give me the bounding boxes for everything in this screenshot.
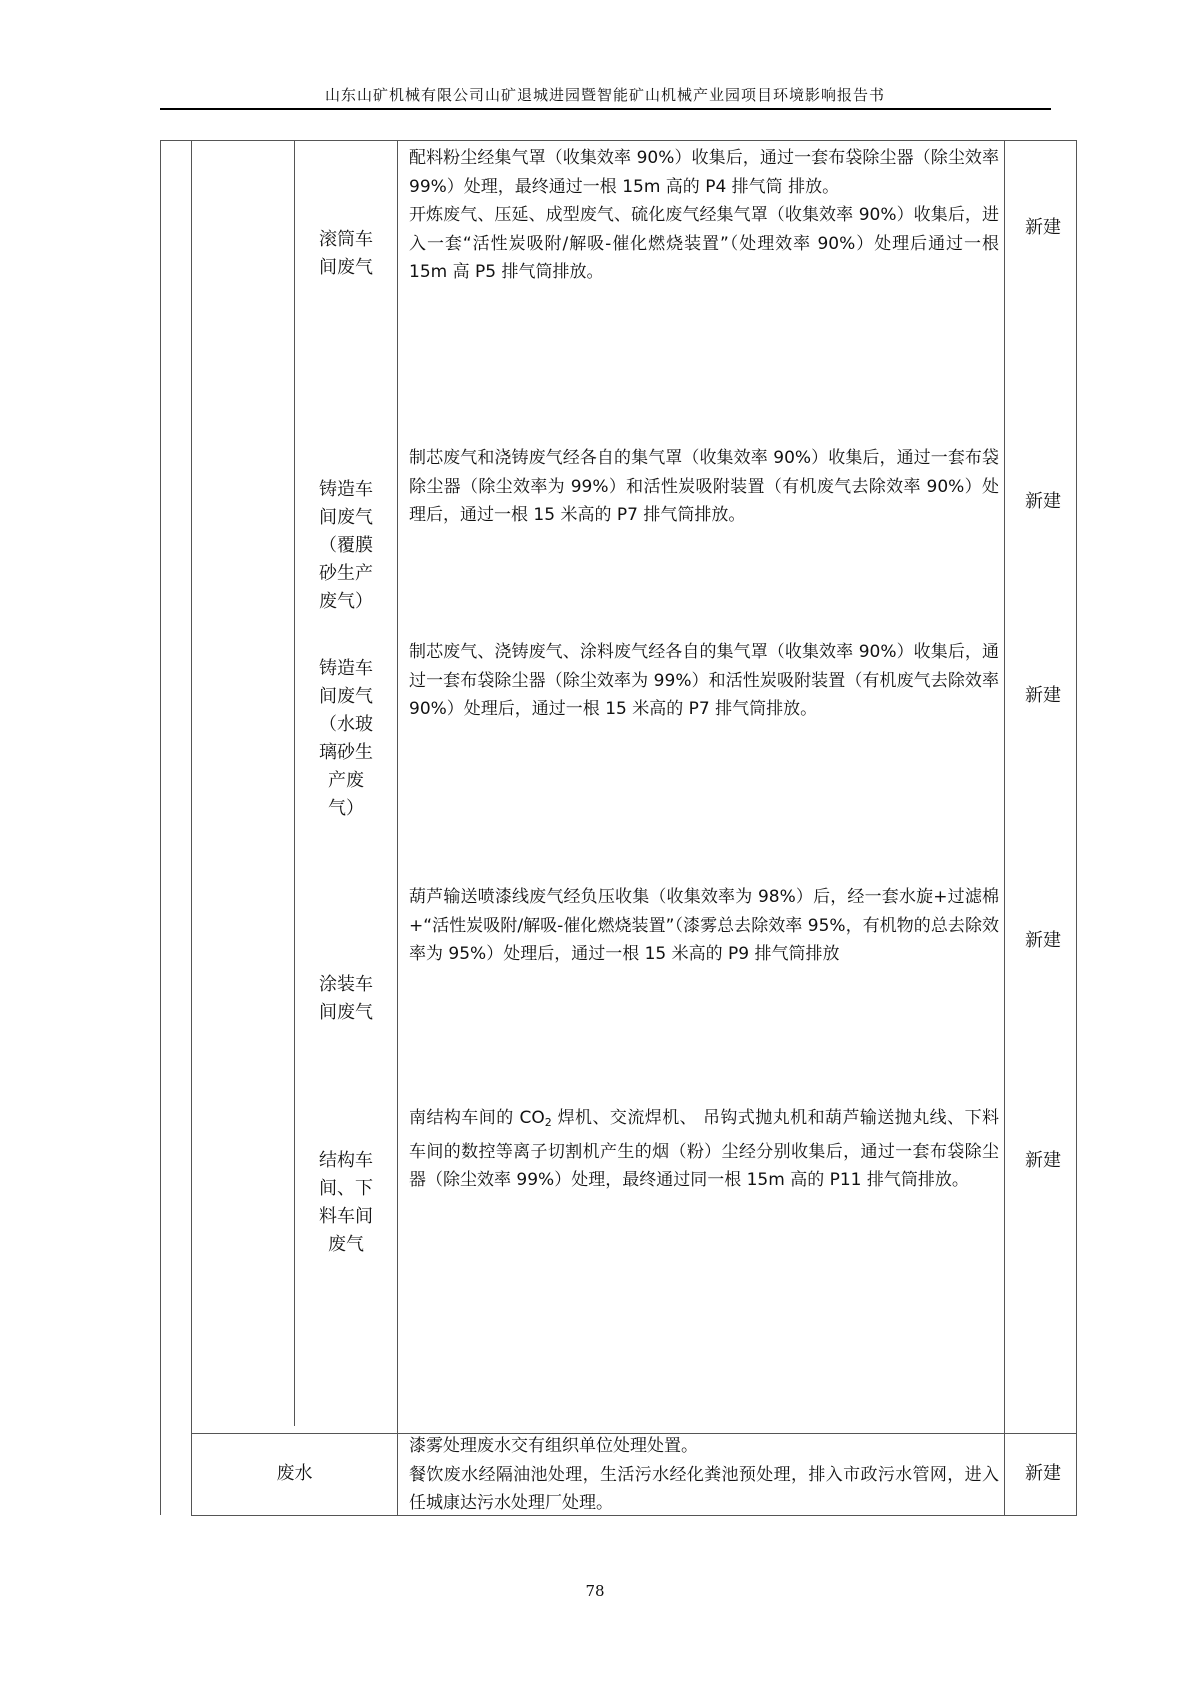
- table-cell-description: [409, 883, 999, 969]
- table-column-divider-2: [294, 140, 295, 1426]
- description-paragraph: [409, 1104, 999, 1195]
- description-paragraph: 制芯废气、浇铸废气、涂料废气经各自的集气罩（收集效率 90%）收集后，通过一套布袋除尘器（除尘效率为 99%）和活性炭吸附装置（有机废气去除效率 90%）处理后，通过一根 15 米高的 P7 排气筒排放。: [409, 642, 999, 719]
- description-text-after-subscript: 焊机、交流焊机、 吊钩式抛丸机和葫芦输送抛丸线、下料车间的数控等离子切割机产生的烟（粉）尘经分别收集后，通过一套布袋除尘器（除尘效率 99%）处理，最终通过同一根 15m 高的 P11 排气筒排放。: [409, 1108, 1000, 1190]
- description-paragraph: 配料粉尘经集气罩（收集效率 90%）收集后，通过一套布袋除尘器（除尘效率 99%）处理，最终通过一根 15m 高的 P4 排气筒 排放。: [409, 148, 999, 197]
- table-cell-status: 新建: [1025, 1463, 1061, 1484]
- table-cell-status: 新建: [1025, 930, 1061, 951]
- table-cell-status: 新建: [1025, 217, 1061, 238]
- table-cell-description: [409, 638, 999, 724]
- description-text-before-subscript: 南结构车间的 CO: [409, 1108, 545, 1128]
- table-border-left: [160, 140, 161, 1515]
- table-border-top: [160, 140, 1077, 141]
- table-cell-category: 铸造车 间废气 （水玻 璃砂生 产废 气）: [319, 658, 373, 819]
- table-cell-category: 结构车 间、下 料车间 废气: [319, 1150, 373, 1255]
- table-cell-status: 新建: [1025, 1150, 1061, 1171]
- table-column-divider-3: [397, 140, 398, 1515]
- document-header-title: 山东山矿机械有限公司山矿退城进园暨智能矿山机械产业园项目环境影响报告书: [324, 86, 885, 104]
- table-cell-category: 涂装车 间废气: [319, 974, 373, 1023]
- page-number: 78: [585, 1582, 605, 1600]
- table-cell-description: [409, 444, 999, 530]
- table-cell-description: [409, 144, 999, 287]
- description-paragraph: 餐饮废水经隔油池处理，生活污水经化粪池预处理，排入市政污水管网，进入任城康达污水处理厂处理。: [409, 1464, 999, 1513]
- table-cell-status: 新建: [1025, 685, 1061, 706]
- table-cell-category: 废水: [276, 1463, 313, 1484]
- description-paragraph: 制芯废气和浇铸废气经各自的集气罩（收集效率 90%）收集后，通过一套布袋除尘器（除尘效率为 99%）和活性炭吸附装置（有机废气去除效率 90%）处理后，通过一根 15 米高的 P7 排气筒排放。: [409, 448, 999, 525]
- description-paragraph: 开炼废气、压延、成型废气、硫化废气经集气罩（收集效率 90%）收集后，进入一套“活性炭吸附/解吸-催化燃烧装置”（处理效率 90%）处理后通过一根 15m 高 P5 排气筒排放。: [409, 205, 999, 282]
- header-rule: [160, 108, 1051, 110]
- description-paragraph: 漆雾处理废水交有组织单位处理处置。: [409, 1436, 698, 1456]
- table-cell-status: 新建: [1025, 491, 1061, 512]
- table-column-divider-1: [191, 140, 192, 1515]
- table-cell-category: 滚筒车 间废气: [319, 229, 373, 278]
- table-column-divider-4: [1004, 140, 1005, 1515]
- table-border-right: [1076, 140, 1077, 1515]
- description-paragraph: 葫芦输送喷漆线废气经负压收集（收集效率为 98%）后，经一套水旋+过滤棉+“活性炭吸附/解吸-催化燃烧装置”（漆雾总去除效率 95%，有机物的总去除效率为 95%）处理后，通过一根 15 米高的 P9 排气筒排放: [409, 887, 999, 964]
- table-cell-description: [409, 1432, 999, 1518]
- table-cell-category: 铸造车 间废气 （覆膜 砂生产 废气）: [319, 479, 373, 612]
- table-cell-description: [409, 1104, 999, 1195]
- subscript-text: 2: [544, 1116, 552, 1129]
